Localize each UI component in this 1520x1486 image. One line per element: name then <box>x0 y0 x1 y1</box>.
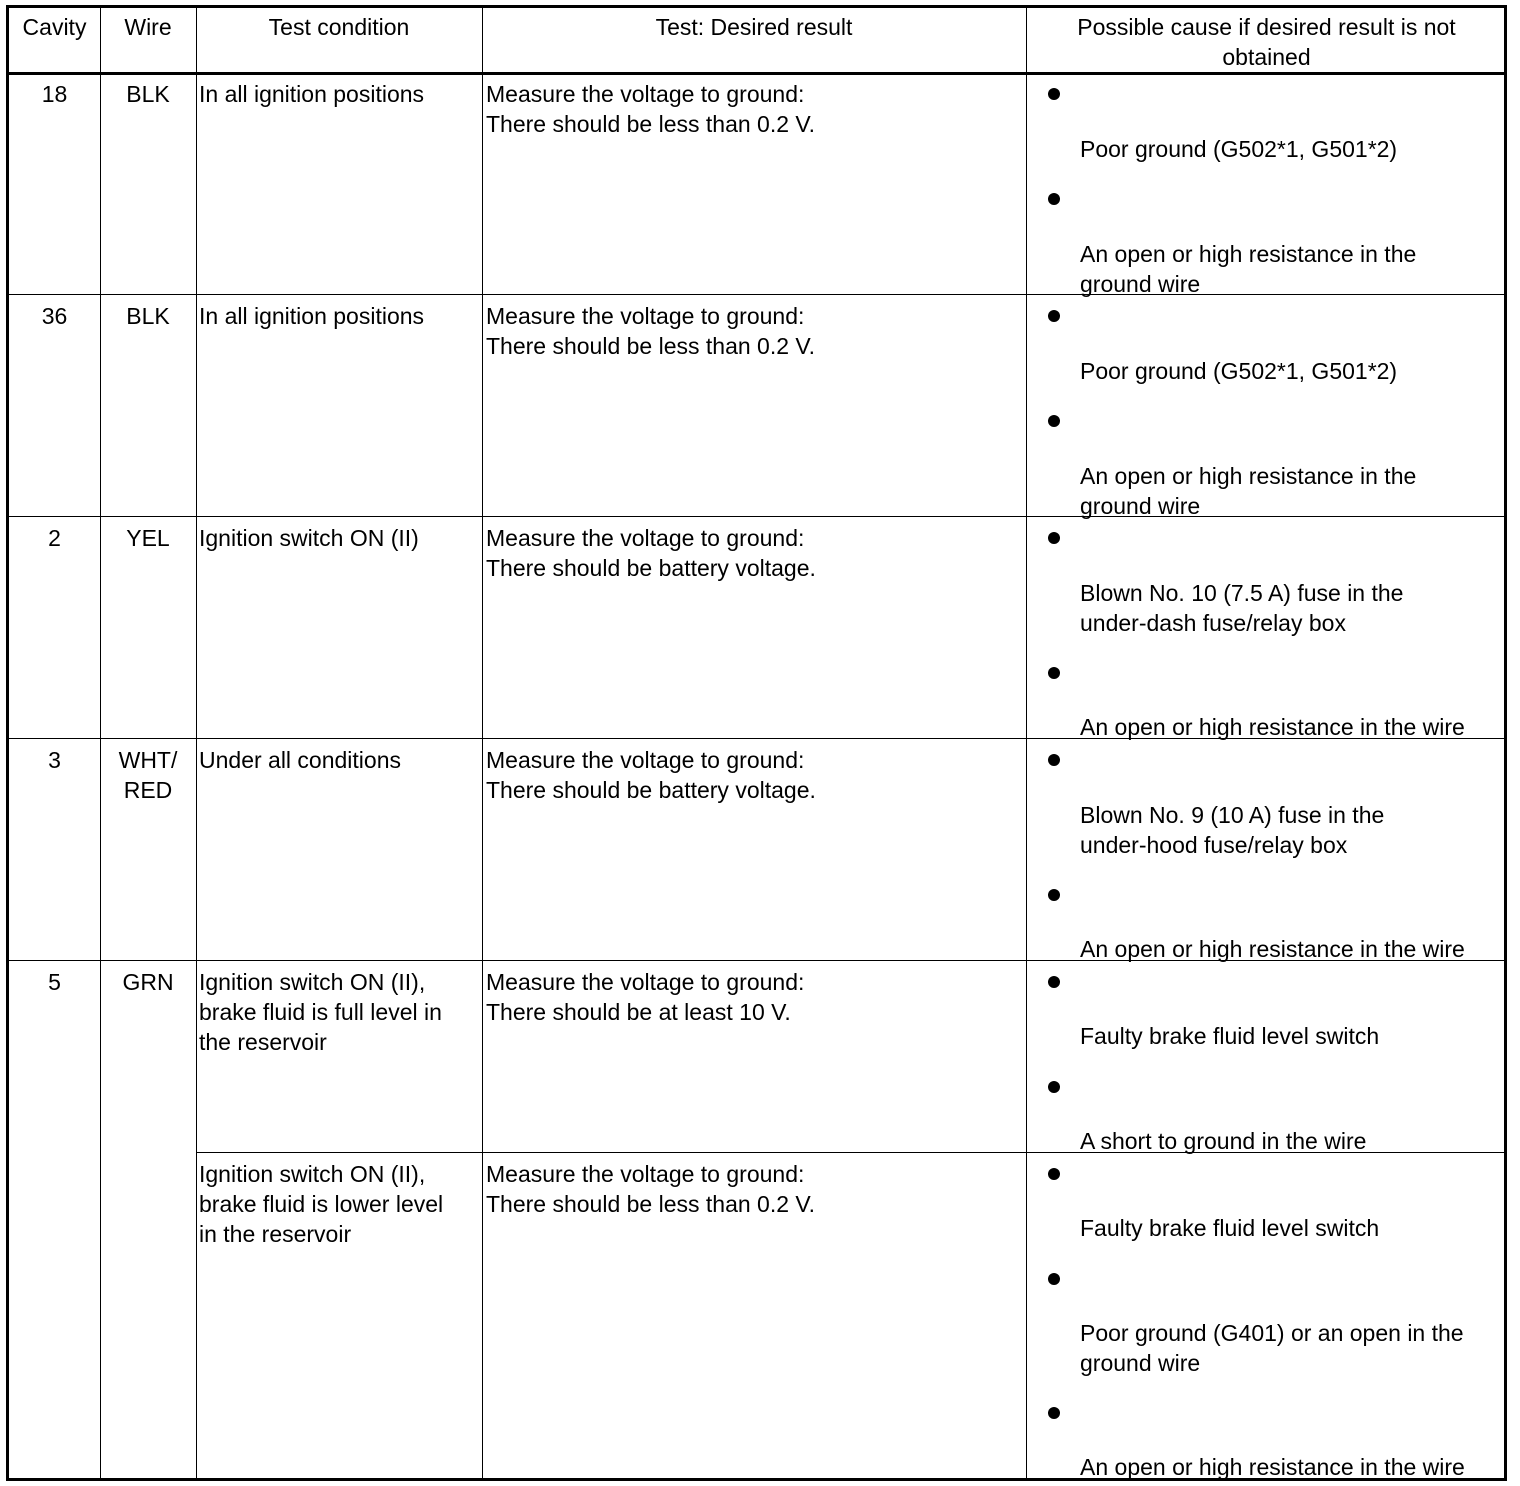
bullet-icon <box>1048 1081 1060 1093</box>
cause-item: Blown No. 9 (10 A) fuse in the under-hood fuse/relay box <box>1080 802 1385 858</box>
header-test-condition: Test condition <box>268 14 410 40</box>
condition-cell: Ignition switch ON (II), brake fluid is lower level in the reservoir <box>199 1161 444 1247</box>
wire-cell: GRN <box>122 969 174 995</box>
bullet-icon <box>1048 532 1060 544</box>
column-divider <box>100 8 101 1478</box>
result-cell: Measure the voltage to ground: There should be battery voltage. <box>486 747 816 803</box>
bullet-icon <box>1048 754 1060 766</box>
cavity-cell: 3 <box>48 747 61 773</box>
bullet-icon <box>1048 1273 1060 1285</box>
cause-item: Blown No. 10 (7.5 A) fuse in the under-dash fuse/relay box <box>1080 580 1404 636</box>
header-possible-cause: Possible cause if desired result is not obtained <box>1077 14 1456 70</box>
bullet-icon <box>1048 88 1060 100</box>
column-divider <box>1026 8 1027 1478</box>
bullet-icon <box>1048 310 1060 322</box>
cause-item: An open or high resistance in the wire <box>1080 936 1465 962</box>
cavity-cell: 5 <box>48 969 61 995</box>
header-desired-result: Test: Desired result <box>655 14 853 40</box>
column-divider <box>196 8 197 1478</box>
header-divider <box>9 72 1504 75</box>
cause-item: An open or high resistance in the ground wire <box>1080 463 1417 519</box>
header-cavity: Cavity <box>22 14 87 40</box>
bullet-icon <box>1048 976 1060 988</box>
wiring-test-table <box>6 5 1507 1481</box>
column-divider <box>482 8 483 1478</box>
cause-item: Faulty brake fluid level switch <box>1080 1023 1380 1049</box>
bullet-icon <box>1048 193 1060 205</box>
wire-cell: BLK <box>126 81 170 107</box>
bullet-icon <box>1048 889 1060 901</box>
cavity-cell: 18 <box>41 81 68 107</box>
bullet-icon <box>1048 415 1060 427</box>
bullet-icon <box>1048 1168 1060 1180</box>
condition-cell: Ignition switch ON (II) <box>199 525 419 551</box>
cause-item: Poor ground (G401) or an open in the ground wire <box>1080 1320 1464 1376</box>
cause-item: Faulty brake fluid level switch <box>1080 1215 1380 1241</box>
cause-item: Poor ground (G502*1, G501*2) <box>1080 136 1398 162</box>
cause-item: Poor ground (G502*1, G501*2) <box>1080 358 1398 384</box>
wire-cell: BLK <box>126 303 170 329</box>
bullet-icon <box>1048 1407 1060 1419</box>
cause-item: An open or high resistance in the wire <box>1080 714 1465 740</box>
result-cell: Measure the voltage to ground: There should be less than 0.2 V. <box>486 303 816 359</box>
result-cell: Measure the voltage to ground: There should be at least 10 V. <box>486 969 805 1025</box>
result-cell: Measure the voltage to ground: There should be battery voltage. <box>486 525 816 581</box>
wire-cell: WHT/ RED <box>118 747 178 803</box>
cause-item: A short to ground in the wire <box>1080 1128 1367 1154</box>
condition-cell: In all ignition positions <box>199 81 425 107</box>
result-cell: Measure the voltage to ground: There should be less than 0.2 V. <box>486 81 816 137</box>
condition-cell: Under all conditions <box>199 747 402 773</box>
result-cell: Measure the voltage to ground: There should be less than 0.2 V. <box>486 1161 816 1217</box>
cause-item: An open or high resistance in the wire <box>1080 1454 1465 1480</box>
cavity-cell: 36 <box>41 303 68 329</box>
condition-cell: In all ignition positions <box>199 303 425 329</box>
wire-cell: YEL <box>126 525 170 551</box>
cavity-cell: 2 <box>48 525 61 551</box>
condition-cell: Ignition switch ON (II), brake fluid is full level in the reservoir <box>199 969 442 1055</box>
bullet-icon <box>1048 667 1060 679</box>
header-wire: Wire <box>124 14 172 40</box>
cause-item: An open or high resistance in the ground wire <box>1080 241 1417 297</box>
